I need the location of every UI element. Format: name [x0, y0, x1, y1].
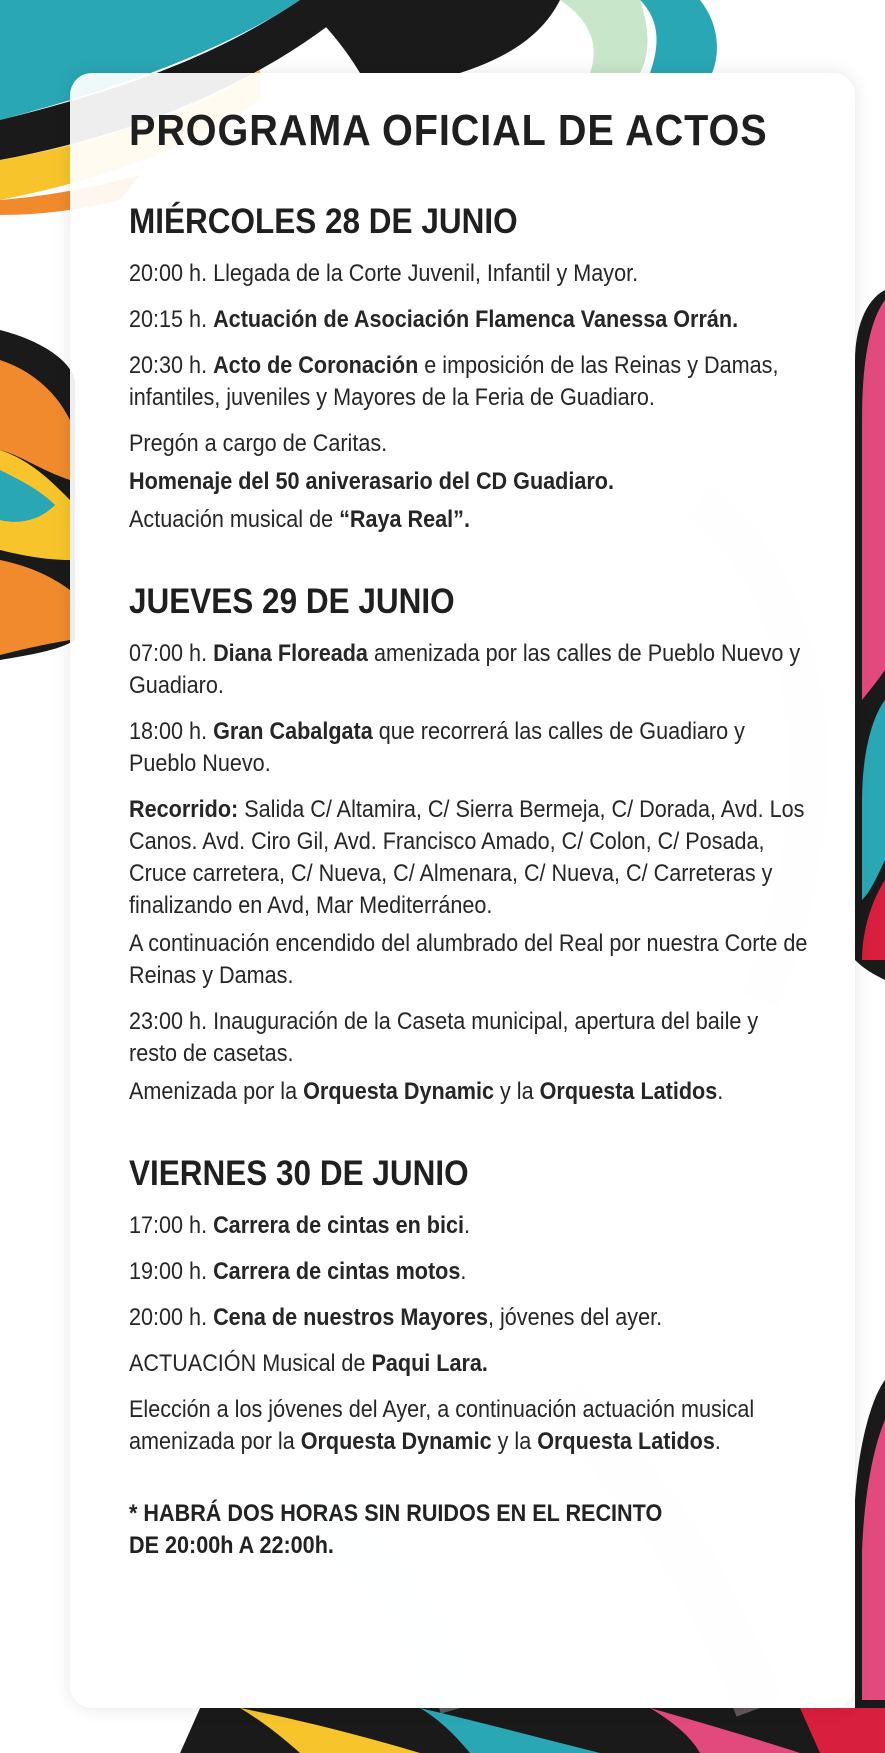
- event-item: Pregón a cargo de Caritas.: [129, 430, 388, 457]
- event-item: 20:00 h. Llegada de la Corte Juvenil, Infantil y Mayor.: [129, 260, 639, 287]
- event-item: 23:00 h. Inauguración de la Caseta municipal, apertura del baile y resto de casetas.: [129, 1008, 759, 1067]
- day-heading: JUEVES 29 DE JUNIO: [129, 582, 455, 621]
- event-item: Amenizada por la Orquesta Dynamic y la Orquesta Latidos.: [129, 1078, 724, 1105]
- noise-free-note: [129, 1498, 809, 1562]
- day-section-wednesday: [129, 200, 809, 536]
- event-item: 18:00 h. Gran Cabalgata que recorrerá las calles de Guadiaro y Pueblo Nuevo.: [129, 718, 745, 777]
- note-line: * HABRÁ DOS HORAS SIN RUIDOS EN EL RECINTO: [129, 1500, 663, 1527]
- event-item: 19:00 h. Carrera de cintas motos.: [129, 1258, 467, 1285]
- event-item: 17:00 h. Carrera de cintas en bici.: [129, 1212, 471, 1239]
- event-item: Actuación musical de “Raya Real”.: [129, 506, 470, 533]
- note-line: DE 20:00h A 22:00h.: [129, 1532, 334, 1559]
- day-section-thursday: [129, 580, 809, 1108]
- event-item: Homenaje del 50 aniverasario del CD Guadiaro.: [129, 468, 614, 495]
- event-item: 07:00 h. Diana Floreada amenizada por las calles de Pueblo Nuevo y Guadiaro.: [129, 640, 801, 699]
- day-section-friday: [129, 1152, 809, 1458]
- event-item: Recorrido: Salida C/ Altamira, C/ Sierra Bermeja, C/ Dorada, Avd. Los Canos. Avd. Ciro Gil, Avd. Francisco Amado, C/ Colon, C/ Posada, Cruce carretera, C/ Nueva, C/ Almenara, C/ Nueva, C/ Carreteras y finalizando en Avd, Mar Mediterráneo.: [129, 796, 805, 919]
- event-item: 20:00 h. Cena de nuestros Mayores, jóvenes del ayer.: [129, 1304, 663, 1331]
- page-title: PROGRAMA OFICIAL DE ACTOS: [129, 106, 768, 155]
- day-heading: MIÉRCOLES 28 DE JUNIO: [129, 202, 518, 241]
- event-item: ACTUACIÓN Musical de Paqui Lara.: [129, 1350, 488, 1377]
- event-item: Elección a los jóvenes del Ayer, a continuación actuación musical amenizada por la Orquesta Dynamic y la Orquesta Latidos.: [129, 1396, 755, 1455]
- program-content: [129, 104, 808, 1562]
- event-item: 20:15 h. Actuación de Asociación Flamenca Vanessa Orrán.: [129, 306, 739, 333]
- event-item: A continuación encendido del alumbrado del Real por nuestra Corte de Reinas y Damas.: [129, 930, 808, 989]
- day-heading: VIERNES 30 DE JUNIO: [129, 1154, 469, 1193]
- event-item: 20:30 h. Acto de Coronación e imposición de las Reinas y Damas, infantiles, juveniles y Mayores de la Feria de Guadiaro.: [129, 352, 779, 411]
